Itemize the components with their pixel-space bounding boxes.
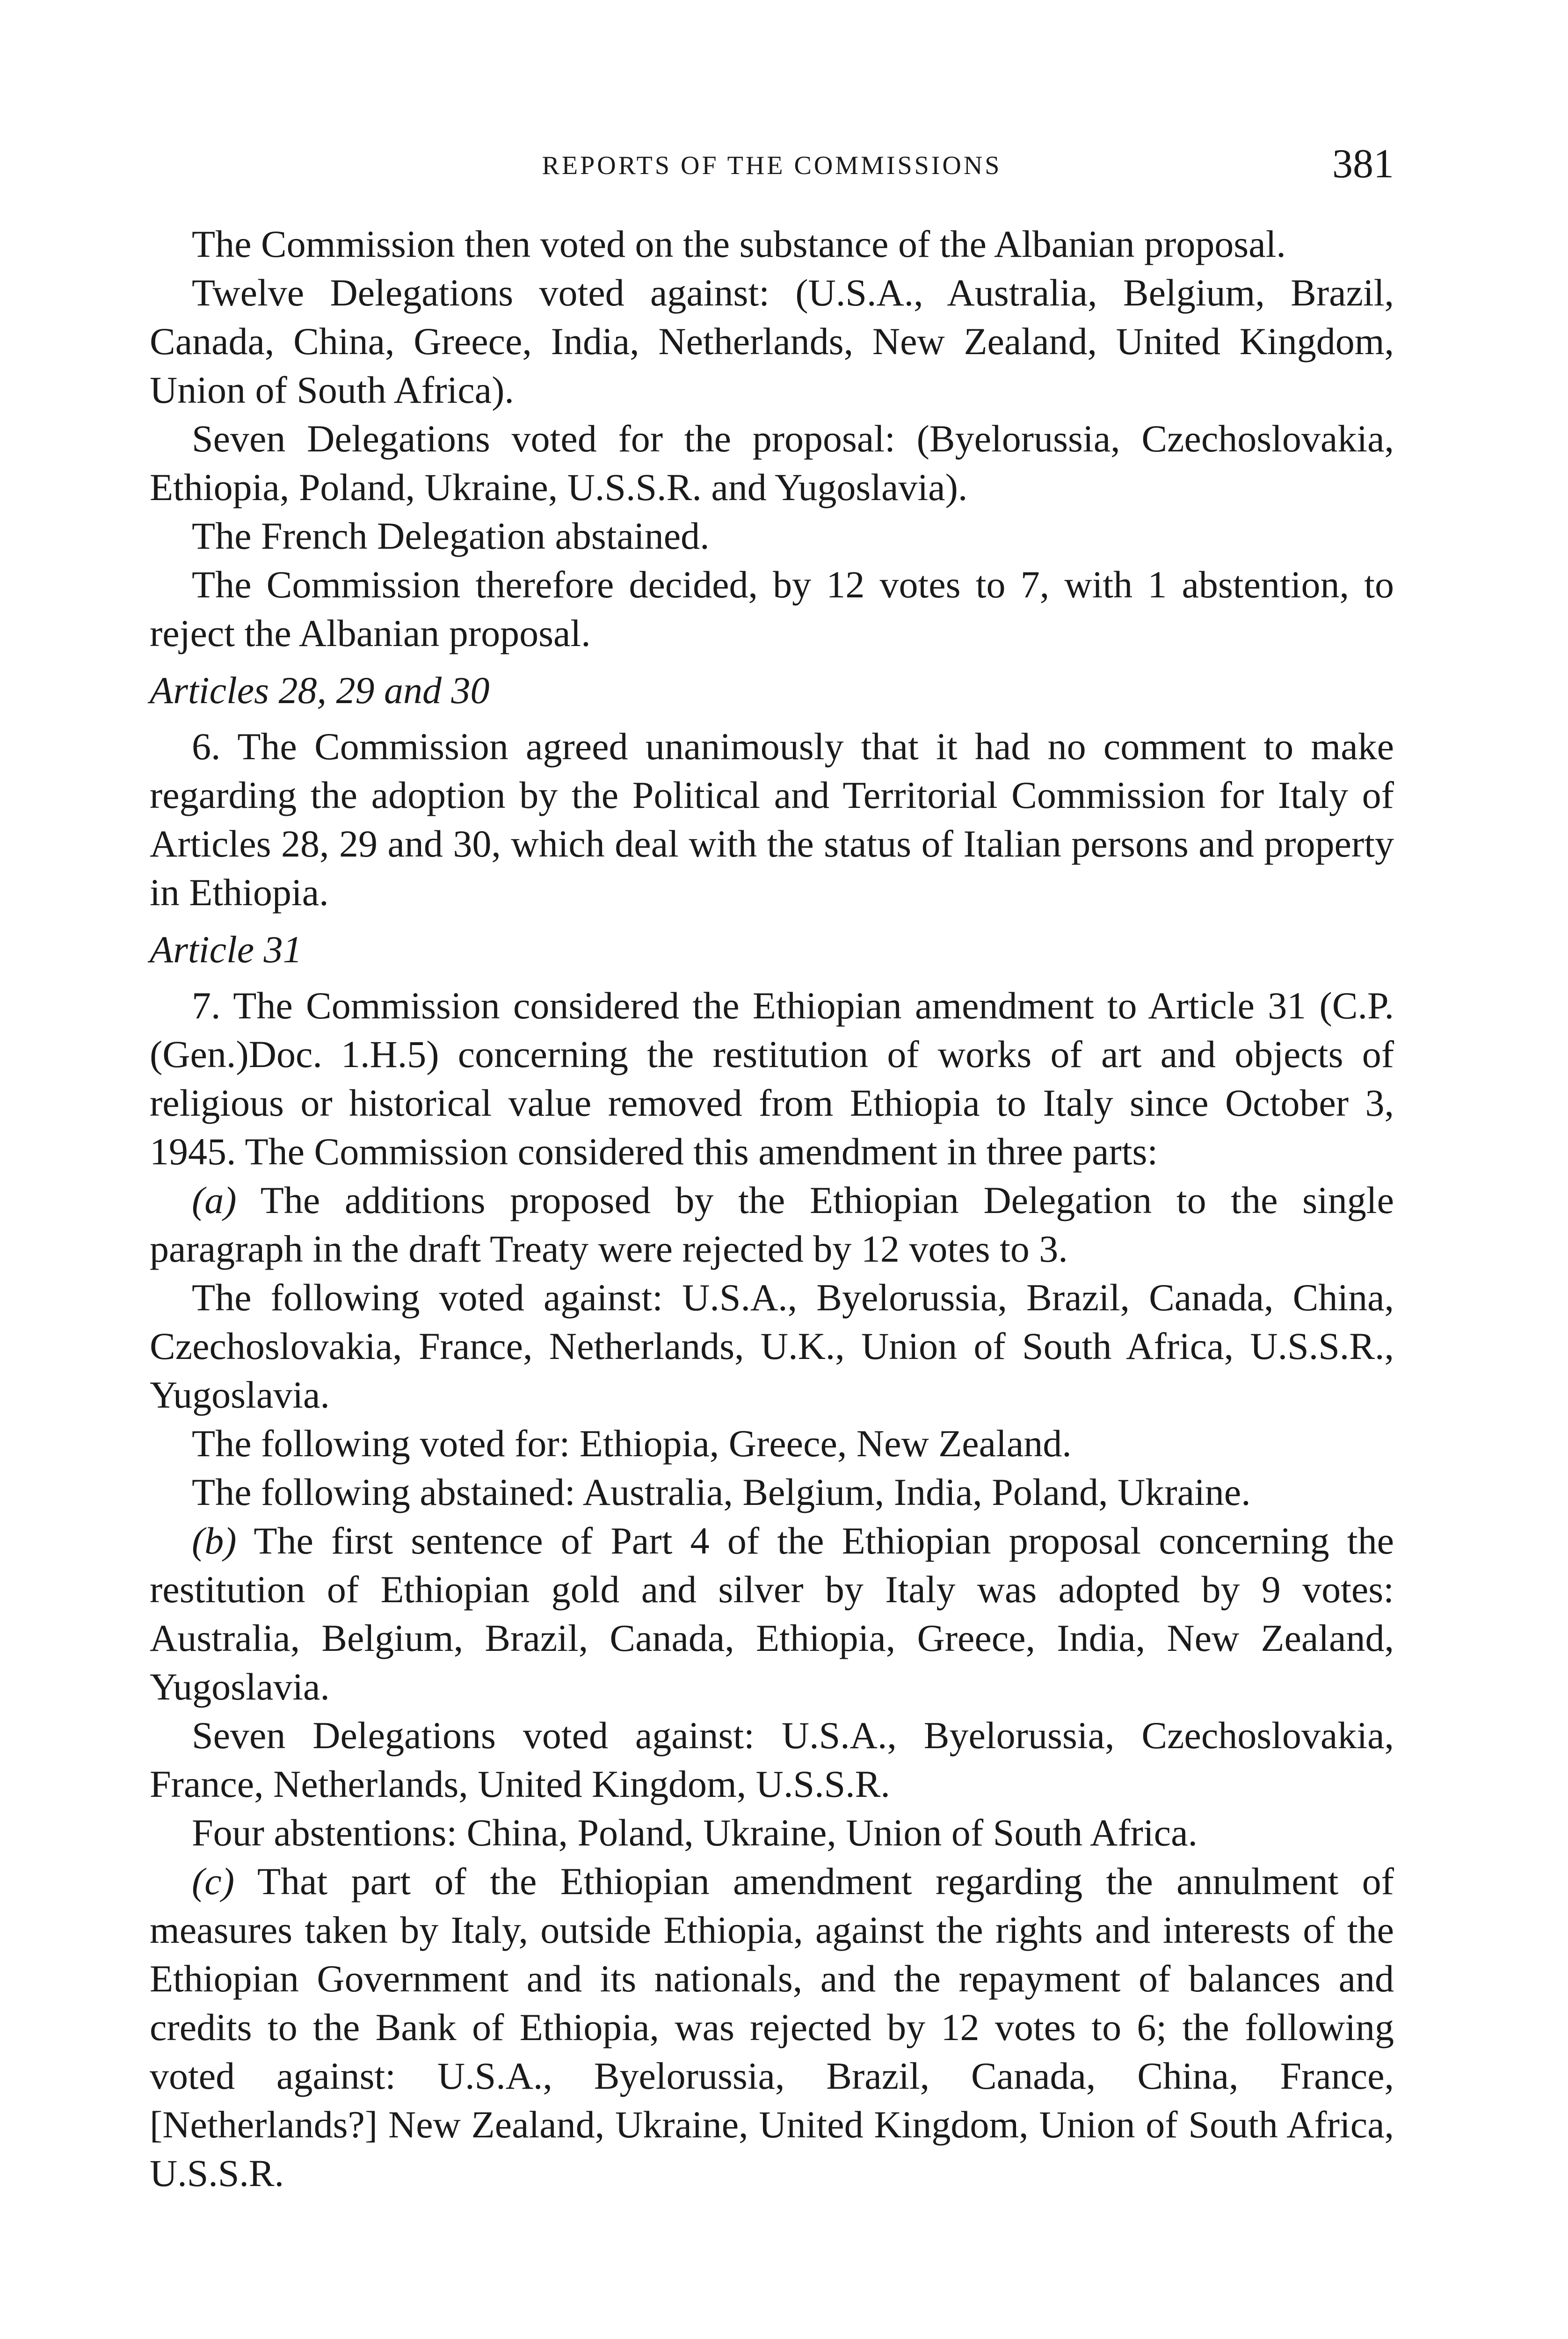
paragraph-part-a [150,1176,1394,1273]
paragraph-6: 6. The Commission agreed unanimously that it had no comment to make regarding the adoption by the Political and Territorial Commission for Italy of Articles 28, 29 and 30, which deal with the status of Italian persons and property in Ethiopia. [150,725,1394,914]
paragraph-votes-against: Twelve Delegations voted against: (U.S.A., Australia, Belgium, Brazil, Canada, China, Greece, India, Netherlands, New Zealand, United Kingdom, Union of South Africa). [150,271,1394,411]
paragraph-french-abstained: The French Delegation abstained. [192,515,710,557]
paragraph-votes-for: Seven Delegations voted for the proposal: (Byelorussia, Czechoslovakia, Ethiopia, Poland, Ukraine, U.S.S.R. and Yugoslavia). [150,417,1394,508]
section-heading-articles-28-29-30: Articles 28, 29 and 30 [150,669,490,712]
paragraph-decision: The Commission therefore decided, by 12 votes to 7, with 1 abstention, to reject the Albanian proposal. [150,563,1394,654]
paragraph-a-against: The following voted against: U.S.A., Byelorussia, Brazil, Canada, China, Czechoslovakia, France, Netherlands, U.K., Union of South Africa, U.S.S.R., Yugoslavia. [150,1276,1394,1416]
part-b-text: The first sentence of Part 4 of the Ethiopian proposal concerning the restitution of Ethiopian gold and silver by Italy was adopted by 9 votes: Australia, Belgium, Brazil, Canada, Ethiopia, Greece, India, New Zealand, Yugoslavia. [150,1519,1394,1708]
page-number: 381 [1332,141,1394,187]
part-c-marker: (c) [192,1860,235,1903]
paragraph-part-c [150,1857,1394,2198]
paragraph-part-b [150,1517,1394,1711]
section-heading-article-31: Article 31 [150,928,302,971]
part-c-text: That part of the Ethiopian amendment regarding the annulment of measures taken by Italy, outside Ethiopia, against the rights and interests of the Ethiopian Government and its nationals, and the repayment of balances and credits to the Bank of Ethiopia, was rejected by 12 votes to 6; the following voted against: U.S.A., Byelorussia, Brazil, Canada, China, France, [Netherlands?] New Zealand, Ukraine, United Kingdom, Union of South Africa, U.S.S.R. [150,1860,1394,2194]
paragraph-a-abstained: The following abstained: Australia, Belgium, India, Poland, Ukraine. [192,1471,1251,1513]
paragraph-albanian-vote: The Commission then voted on the substance of the Albanian proposal. [192,223,1286,265]
part-b-marker: (b) [192,1519,237,1562]
part-a-marker: (a) [192,1179,237,1221]
body-text [150,220,1394,2198]
running-title: REPORTS OF THE COMMISSIONS [542,151,1002,180]
paragraph-7: 7. The Commission considered the Ethiopian amendment to Article 31 (C.P.(Gen.)Doc. 1.H.5) concerning the restitution of works of art and objects of religious or historical value removed from Ethiopia to Italy since October 3, 1945. The Commission considered this amendment in three parts: [150,984,1394,1173]
running-head [150,140,1394,192]
part-a-text: The additions proposed by the Ethiopian Delegation to the single paragraph in the draft Treaty were rejected by 12 votes to 3. [150,1179,1394,1270]
paragraph-a-for: The following voted for: Ethiopia, Greece, New Zealand. [192,1422,1072,1465]
paragraph-b-abstentions: Four abstentions: China, Poland, Ukraine, Union of South Africa. [192,1811,1198,1854]
paragraph-b-against: Seven Delegations voted against: U.S.A., Byelorussia, Czechoslovakia, France, Netherlands, United Kingdom, U.S.S.R. [150,1714,1394,1805]
